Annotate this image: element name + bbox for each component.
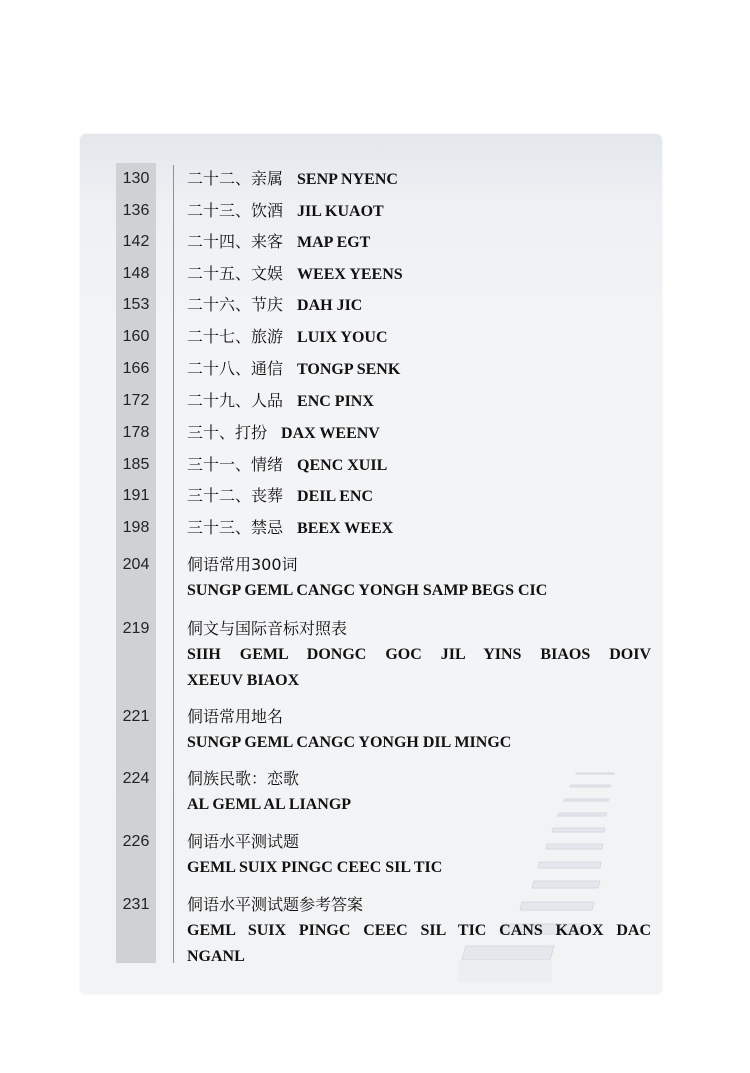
chapter-line xyxy=(187,262,403,287)
page-number: 224 xyxy=(122,770,150,787)
column-divider xyxy=(173,165,174,963)
page-number: 153 xyxy=(122,296,150,313)
appendix-romanized: SIIH GEML DONGC GOC JIL YINS BIAOS DOIV xyxy=(187,646,651,663)
chapter-line xyxy=(187,325,388,350)
appendix-romanized: AL GEML AL LIANGP xyxy=(187,796,352,813)
chapter-line xyxy=(187,484,373,509)
appendix-title-text: 侗语常用300词 xyxy=(187,555,298,574)
appendix-title-text: 侗语水平测试题 xyxy=(187,832,300,851)
chapter-romanized: DAX WEENV xyxy=(281,425,380,442)
page-number: 136 xyxy=(122,202,150,219)
chapter-title: 二十七、旅游 xyxy=(187,327,284,346)
appendix-title-text: 侗语常用地名 xyxy=(187,707,284,726)
chapter-title: 二十九、人品 xyxy=(187,391,284,410)
appendix-title xyxy=(187,893,363,917)
appendix-romanized: SUNGP GEML CANGC YONGH SAMP BEGS CIC xyxy=(187,582,548,599)
appendix-title xyxy=(187,767,299,791)
page-number: 130 xyxy=(122,170,150,187)
chapter-title: 三十二、丧葬 xyxy=(187,486,284,505)
chapter-line xyxy=(187,199,384,224)
chapter-romanized: QENC XUIL xyxy=(297,457,388,474)
chapter-romanized: JIL KUAOT xyxy=(297,203,384,220)
chapter-line xyxy=(187,389,374,414)
chapter-line xyxy=(187,421,380,446)
chapter-title: 三十三、禁忌 xyxy=(187,518,284,537)
appendix-title xyxy=(187,553,298,577)
page-number: 178 xyxy=(122,424,150,441)
chapter-romanized: LUIX YOUC xyxy=(297,329,388,346)
page-number: 204 xyxy=(122,556,150,573)
chapter-line xyxy=(187,167,398,192)
chapter-title: 二十八、通信 xyxy=(187,359,284,378)
page-number: 191 xyxy=(122,487,150,504)
appendix-romanized: GEML SUIX PINGC CEEC SIL TIC xyxy=(187,859,443,876)
page-number: 160 xyxy=(122,328,150,345)
appendix-title xyxy=(187,705,283,729)
page-number: 172 xyxy=(122,392,150,409)
chapter-line xyxy=(187,453,387,478)
appendix-title xyxy=(187,830,299,854)
chapter-romanized: ENC PINX xyxy=(297,393,374,410)
chapter-romanized: TONGP SENK xyxy=(297,361,401,378)
page-number: 226 xyxy=(122,833,150,850)
appendix-romanized: SUNGP GEML CANGC YONGH DIL MINGC xyxy=(187,734,512,751)
page-number: 231 xyxy=(122,896,150,913)
chapter-line xyxy=(187,293,362,318)
chapter-title: 二十五、文娱 xyxy=(187,264,284,283)
chapter-line xyxy=(187,357,400,382)
appendix-title xyxy=(187,617,347,641)
page-number: 166 xyxy=(122,360,150,377)
chapter-title: 二十四、来客 xyxy=(187,232,284,251)
chapter-romanized: SENP NYENC xyxy=(297,171,398,188)
chapter-title: 二十三、饮酒 xyxy=(187,201,284,220)
appendix-title-text: 侗族民歌：恋歌 xyxy=(187,769,300,788)
chapter-line xyxy=(187,230,370,255)
chapter-romanized: MAP EGT xyxy=(297,234,371,251)
appendix-title-text: 侗文与国际音标对照表 xyxy=(187,619,348,638)
appendix-romanized: GEML SUIX PINGC CEEC SIL TIC CANS KAOX DAC xyxy=(187,922,651,939)
appendix-title-text: 侗语水平测试题参考答案 xyxy=(187,895,364,914)
page-number: 219 xyxy=(122,620,150,637)
page-number: 221 xyxy=(122,708,150,725)
page-number: 185 xyxy=(122,456,150,473)
chapter-romanized: BEEX WEEX xyxy=(297,520,394,537)
chapter-title: 三十、打扮 xyxy=(187,423,268,442)
appendix-romanized: NGANL xyxy=(187,948,245,965)
chapter-title: 二十二、亲属 xyxy=(187,169,284,188)
chapter-romanized: DAH JIC xyxy=(297,297,363,314)
chapter-romanized: WEEX YEENS xyxy=(297,266,403,283)
page-number: 142 xyxy=(122,233,150,250)
chapter-line xyxy=(187,516,393,541)
chapter-title: 二十六、节庆 xyxy=(187,295,284,314)
page-number: 198 xyxy=(122,519,150,536)
chapter-romanized: DEIL ENC xyxy=(297,488,374,505)
appendix-romanized: XEEUV BIAOX xyxy=(187,672,300,689)
page-number: 148 xyxy=(122,265,150,282)
chapter-title: 三十一、情绪 xyxy=(187,455,284,474)
